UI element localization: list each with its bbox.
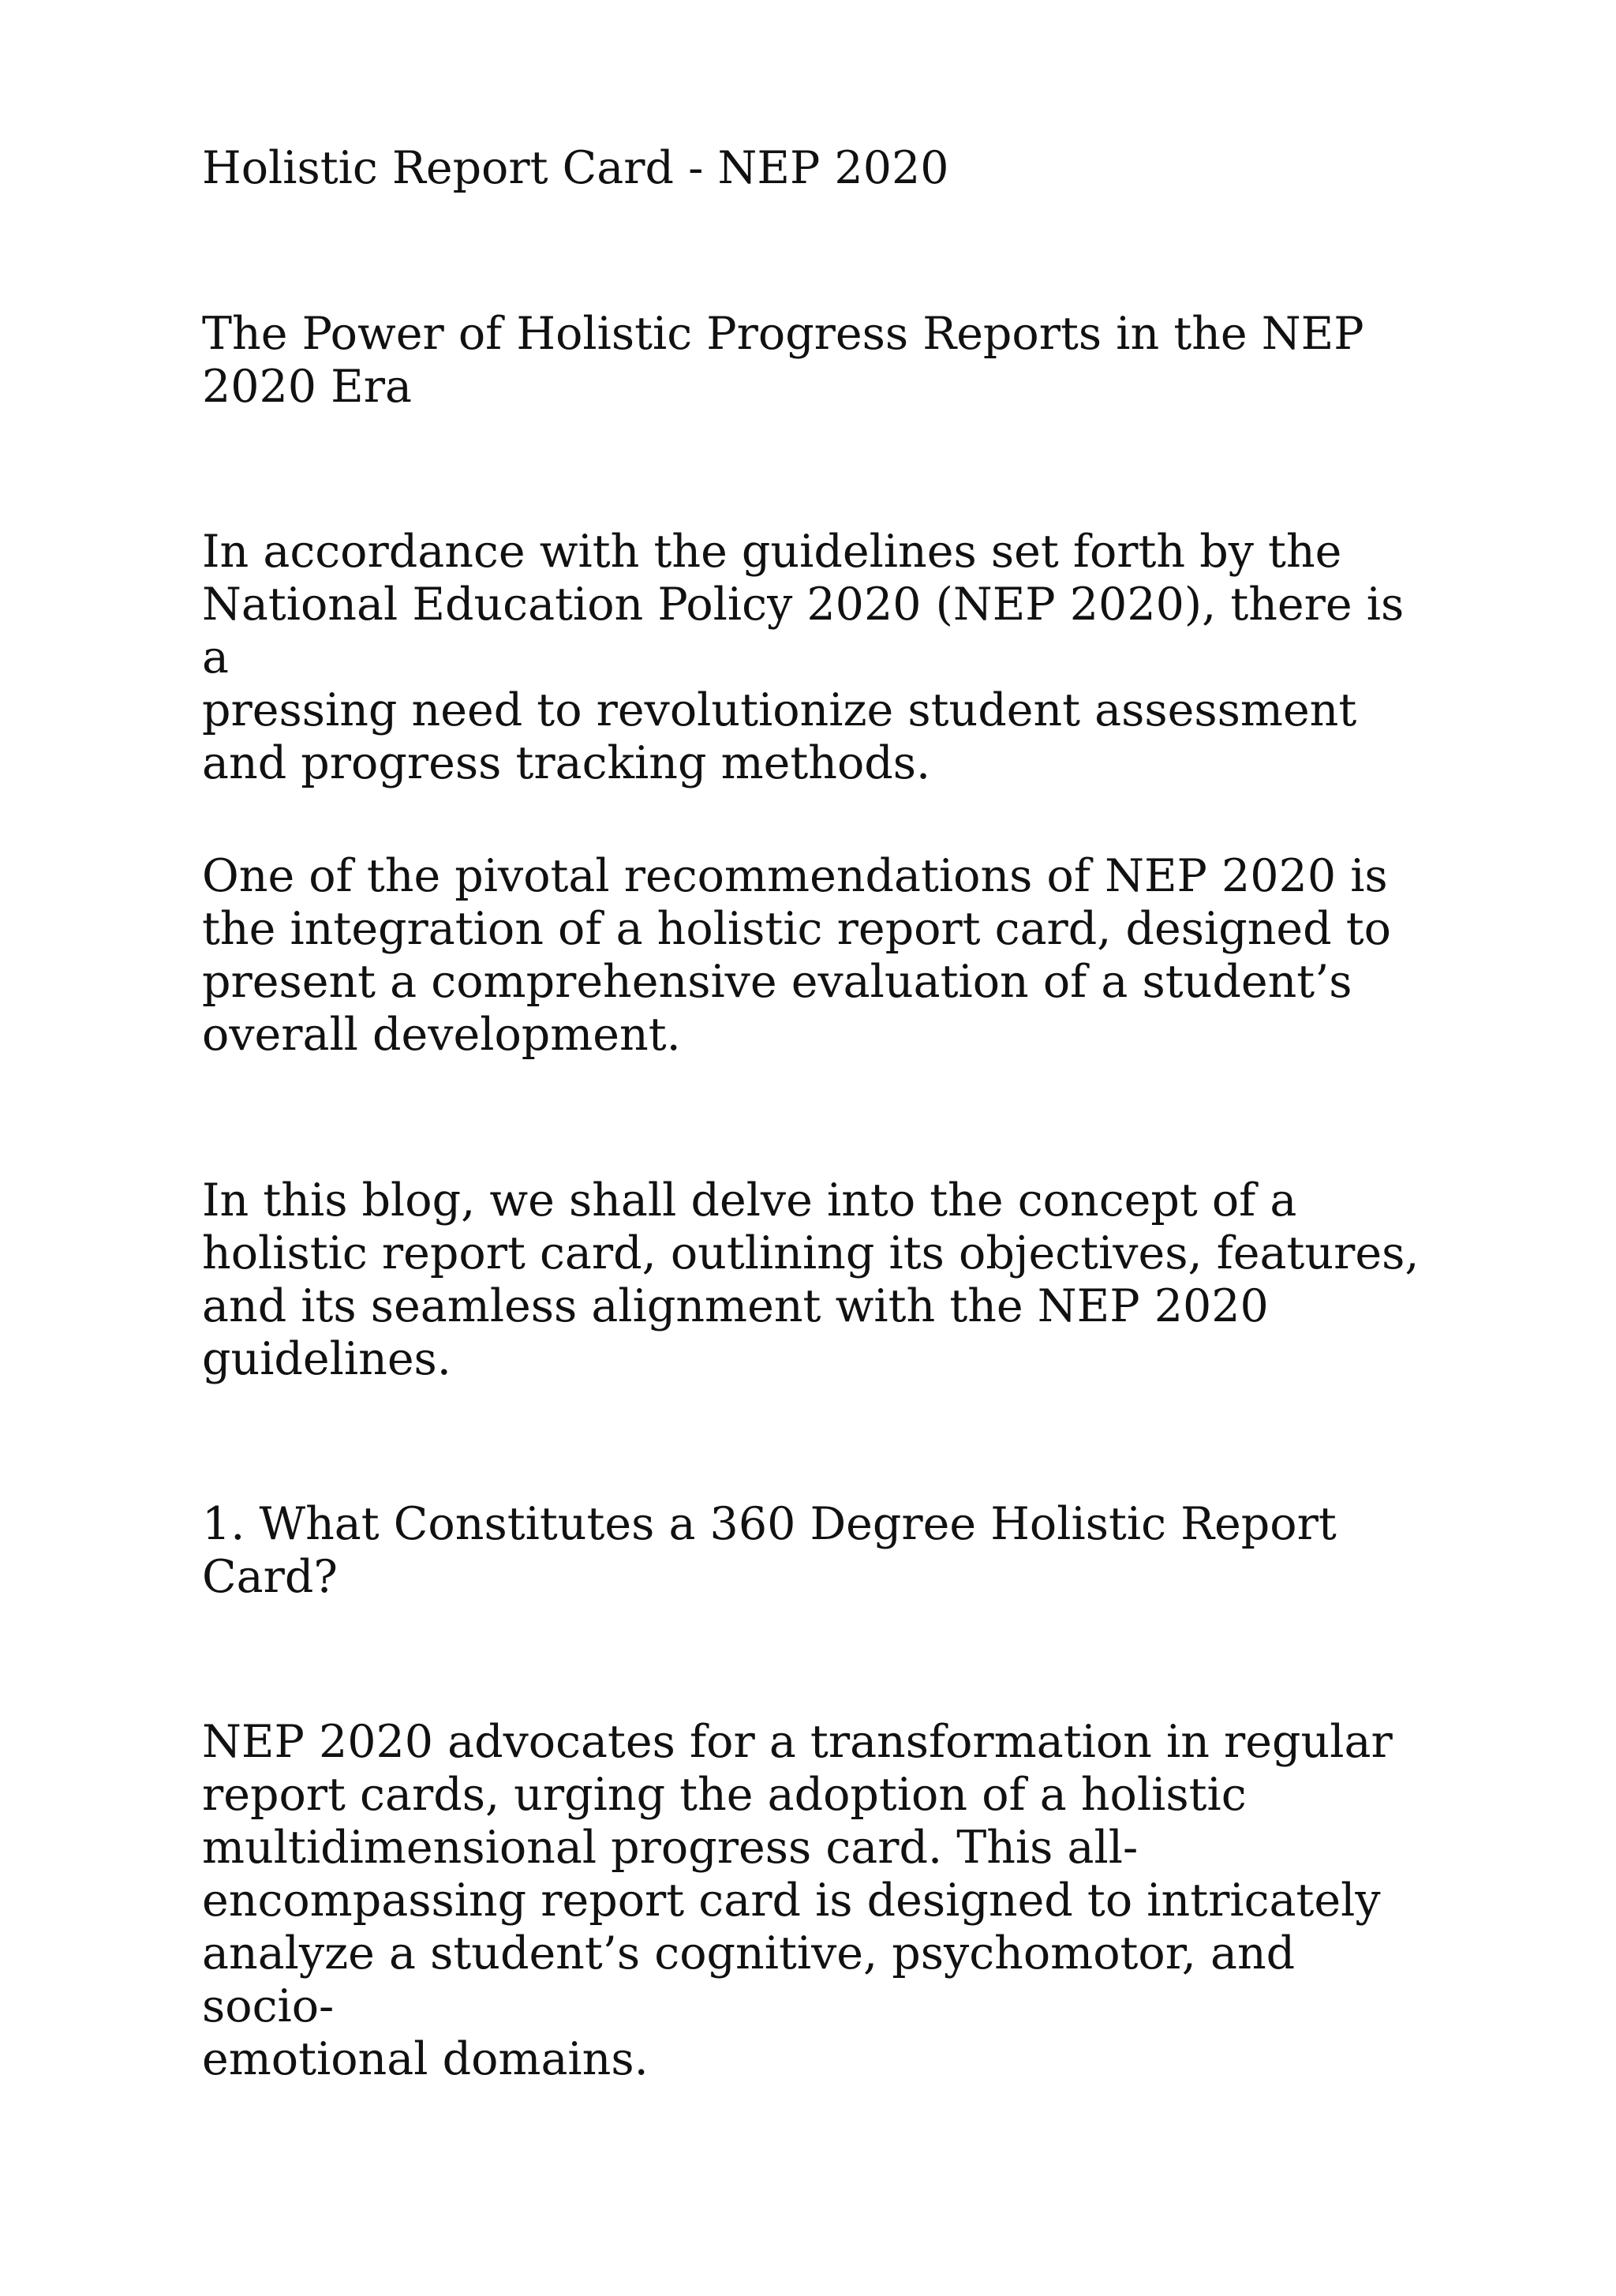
paragraph-intro: In accordance with the guidelines set forth by the National Education Policy 2020 (NEP 2020), there is a pressing need to revolutionize student assessment and progress tracking methods.: [202, 526, 1405, 789]
article-heading: The Power of Holistic Progress Reports in the NEP 2020 Era: [202, 308, 1364, 413]
document-title: Holistic Report Card - NEP 2020: [202, 142, 949, 194]
paragraph-blog-overview: In this blog, we shall delve into the concept of a holistic report card, outlining its objectives, features, and its seamless alignment with the NEP 2020 guidelines.: [202, 1174, 1420, 1385]
section-paragraph: NEP 2020 advocates for a transformation in regular report cards, urging the adoption of a holistic multidimensional progress card. This all- encompassing report card is designed to intricately analyze a student’s cognitive, psychomotor, and socio- emotional domains.: [202, 1716, 1393, 2085]
paragraph-recommendation: One of the pivotal recommendations of NEP 2020 is the integration of a holistic report card, designed to present a comprehensive evaluation of a student’s overall development.: [202, 850, 1391, 1061]
section-heading: 1. What Constitutes a 360 Degree Holistic Report Card?: [202, 1498, 1337, 1603]
